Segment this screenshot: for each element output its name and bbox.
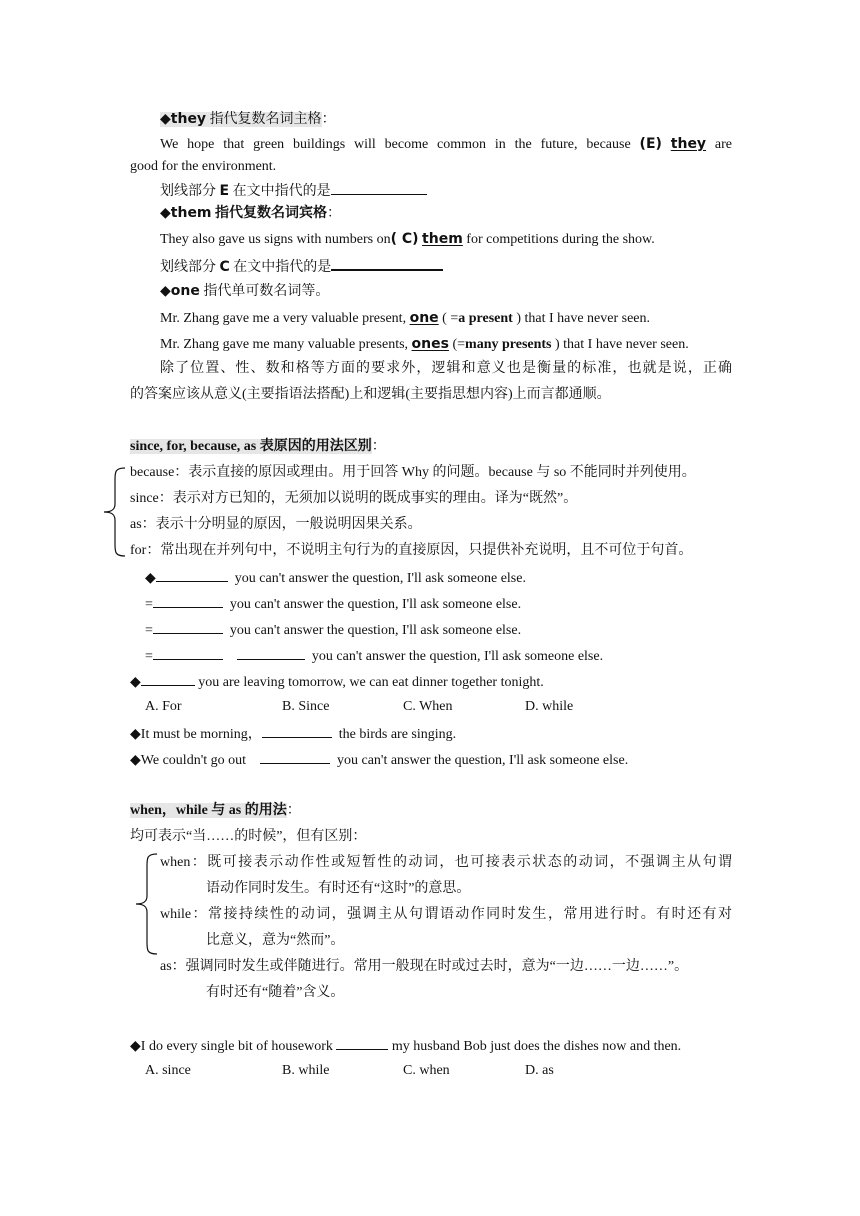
- as-definition-line2: 有时还有“随着”含义。: [206, 985, 345, 1000]
- question-4-text: my husband Bob just does the dishes now and then.: [391, 1039, 682, 1054]
- when-while-heading-text: when，while 与 as 的用法: [130, 803, 287, 818]
- answer-blank[interactable]: [237, 645, 305, 660]
- question-1: [130, 671, 544, 693]
- answer-blank[interactable]: [153, 593, 223, 608]
- while-definition-line2: 比意义，意为“然而”。: [206, 933, 345, 948]
- diamond-bullet-icon: ◆: [160, 112, 171, 127]
- diamond-bullet-icon: ◆: [130, 1039, 141, 1054]
- question-text: 划线部分: [160, 260, 216, 275]
- question-3-text: you can't answer the question, I'll ask someone else.: [337, 753, 629, 768]
- one-heading-text: 指代单可数名词等。: [203, 284, 330, 299]
- because-definition: because：表示直接的原因或理由。用于回答 Why 的问题。because 与 so 不能同时并列使用。: [130, 465, 696, 480]
- equals-sign: =: [145, 623, 153, 638]
- colon: ：: [286, 803, 301, 818]
- while-definition-line1: while：常接持续性的动词，强调主从句谓语动作同时发生，常用进行时。有时还有对: [160, 907, 732, 922]
- left-brace-icon: [101, 466, 129, 558]
- they-heading-highlight: [160, 112, 322, 127]
- letter-c: C: [219, 259, 230, 275]
- when-definition-line1: when：既可接表示动作性或短暂性的动词，也可接表示状态的动词，不强调主从句谓: [160, 855, 732, 870]
- answer-blank[interactable]: [331, 180, 427, 195]
- one-example-text: ) that I have never seen.: [555, 337, 689, 352]
- keyword-them: them: [170, 205, 212, 221]
- question-2: [130, 723, 456, 745]
- underlined-them: them: [422, 231, 463, 247]
- they-example-line2: good for the environment.: [130, 159, 277, 174]
- question-1-text: you are leaving tomorrow, we can eat dinner together tonight.: [198, 675, 544, 690]
- they-question: [160, 180, 427, 202]
- bold-a-present: a present: [458, 311, 513, 326]
- answer-blank[interactable]: [260, 749, 330, 764]
- summary-paragraph-line2: 的答案应该从意义(主要指语法搭配)上和逻辑(主要指思想内容)上而言都通顺。: [130, 387, 611, 402]
- for-definition: for：常出现在并列句中，不说明主句行为的直接原因，只提供补充说明，且不可位于句首。: [130, 543, 693, 558]
- one-example-2: [160, 334, 689, 355]
- exercise-line-1: [145, 567, 526, 589]
- diamond-bullet-icon: ◆: [130, 675, 141, 690]
- question-3: [130, 749, 628, 771]
- they-example-line1: [160, 134, 732, 155]
- option-c[interactable]: C. when: [403, 1063, 450, 1078]
- as-definition-line1: as：强调同时发生或伴随进行。常用一般现在时或过去时，意为“一边……一边……”。: [160, 959, 689, 974]
- colon: ：: [371, 439, 386, 454]
- option-b[interactable]: B. Since: [282, 699, 330, 714]
- question-text: 划线部分: [160, 184, 216, 199]
- answer-blank[interactable]: [141, 671, 195, 686]
- option-a[interactable]: A. For: [145, 699, 182, 714]
- they-heading-text: 指代复数名词主格: [209, 112, 322, 127]
- letter-e: E: [219, 183, 230, 199]
- option-a[interactable]: A. since: [145, 1063, 191, 1078]
- option-d[interactable]: D. while: [525, 699, 574, 714]
- underlined-they: they: [670, 136, 707, 152]
- exercise-text: you can't answer the question, I'll ask someone else.: [229, 623, 522, 638]
- question-4-text: I do every single bit of housework: [140, 1039, 333, 1054]
- diamond-bullet-icon: ◆: [145, 571, 156, 586]
- when-definition-line2: 语动作同时发生。有时还有“这时”的意思。: [206, 881, 471, 896]
- exercise-line-2: [145, 593, 521, 615]
- them-example: [160, 229, 655, 250]
- one-example-text: Mr. Zhang gave me a very valuable present,: [160, 311, 407, 326]
- answer-blank[interactable]: [153, 619, 223, 634]
- answer-blank[interactable]: [156, 567, 228, 582]
- mark-e: (E): [639, 136, 662, 152]
- them-example-text: They also gave us signs with numbers on: [160, 232, 391, 247]
- option-b[interactable]: B. while: [282, 1063, 330, 1078]
- exercise-line-4: [145, 645, 603, 667]
- since-for-heading: [130, 437, 386, 457]
- answer-blank[interactable]: [153, 645, 223, 660]
- since-for-heading-text: since, for, because, as 表原因的用法区别: [130, 439, 372, 454]
- underlined-ones: ones: [411, 336, 449, 352]
- one-example-text: ( =: [442, 311, 459, 326]
- underlined-one: one: [409, 310, 439, 326]
- they-example-text: We hope that green buildings will become common in the future, because: [160, 137, 631, 152]
- one-example-text: Mr. Zhang gave me many valuable presents,: [160, 337, 409, 352]
- exercise-text: you can't answer the question, I'll ask someone else.: [234, 571, 526, 586]
- them-question: [160, 255, 443, 278]
- mark-c: ( C): [390, 231, 419, 247]
- diamond-bullet-icon: ◆: [160, 206, 171, 221]
- left-brace-icon: [133, 852, 161, 956]
- diamond-bullet-icon: ◆: [130, 753, 141, 768]
- when-while-heading: [130, 801, 301, 821]
- exercise-line-3: [145, 619, 521, 641]
- they-example-are: are: [714, 137, 733, 152]
- option-c[interactable]: C. When: [403, 699, 453, 714]
- them-heading: [160, 203, 341, 224]
- summary-paragraph-line1: 除了位置、性、数和格等方面的要求外，逻辑和意义也是衡量的标准，也就是说，正确: [160, 361, 732, 376]
- they-heading: [160, 109, 336, 130]
- question-4: [130, 1035, 681, 1057]
- them-heading-text: 指代复数名词宾格: [215, 206, 328, 221]
- one-heading: [160, 281, 329, 302]
- diamond-bullet-icon: ◆: [130, 727, 141, 742]
- bold-many-presents: many presents: [465, 337, 552, 352]
- since-definition: since：表示对方已知的，无须加以说明的既成事实的理由。译为“既然”。: [130, 491, 578, 506]
- keyword-one: one: [170, 283, 200, 299]
- as-definition: as：表示十分明显的原因，一般说明因果关系。: [130, 517, 422, 532]
- option-d[interactable]: D. as: [525, 1063, 554, 1078]
- colon: ：: [321, 112, 336, 127]
- question-text: 在文中指代的是: [232, 184, 331, 199]
- colon: ：: [327, 206, 342, 221]
- answer-blank[interactable]: [262, 723, 332, 738]
- one-example-text: ) that I have never seen.: [516, 311, 651, 326]
- answer-blank[interactable]: [336, 1035, 388, 1050]
- them-example-text: for competitions during the show.: [466, 232, 655, 247]
- diamond-bullet-icon: ◆: [160, 284, 171, 299]
- question-text: 在文中指代的是: [233, 260, 332, 275]
- question-2-text: the birds are singing.: [338, 727, 457, 742]
- when-while-intro: 均可表示“当……的时候”，但有区别：: [130, 829, 367, 844]
- one-example-1: [160, 308, 650, 329]
- equals-sign: =: [145, 649, 153, 664]
- one-example-text: (=: [452, 337, 466, 352]
- answer-blank[interactable]: [331, 255, 443, 271]
- question-2-text: It must be morning，: [140, 727, 262, 742]
- exercise-text: you can't answer the question, I'll ask someone else.: [229, 597, 522, 612]
- question-3-text: We couldn't go out: [140, 753, 246, 768]
- keyword-they: they: [170, 111, 207, 127]
- equals-sign: =: [145, 597, 153, 612]
- exercise-text: you can't answer the question, I'll ask someone else.: [311, 649, 604, 664]
